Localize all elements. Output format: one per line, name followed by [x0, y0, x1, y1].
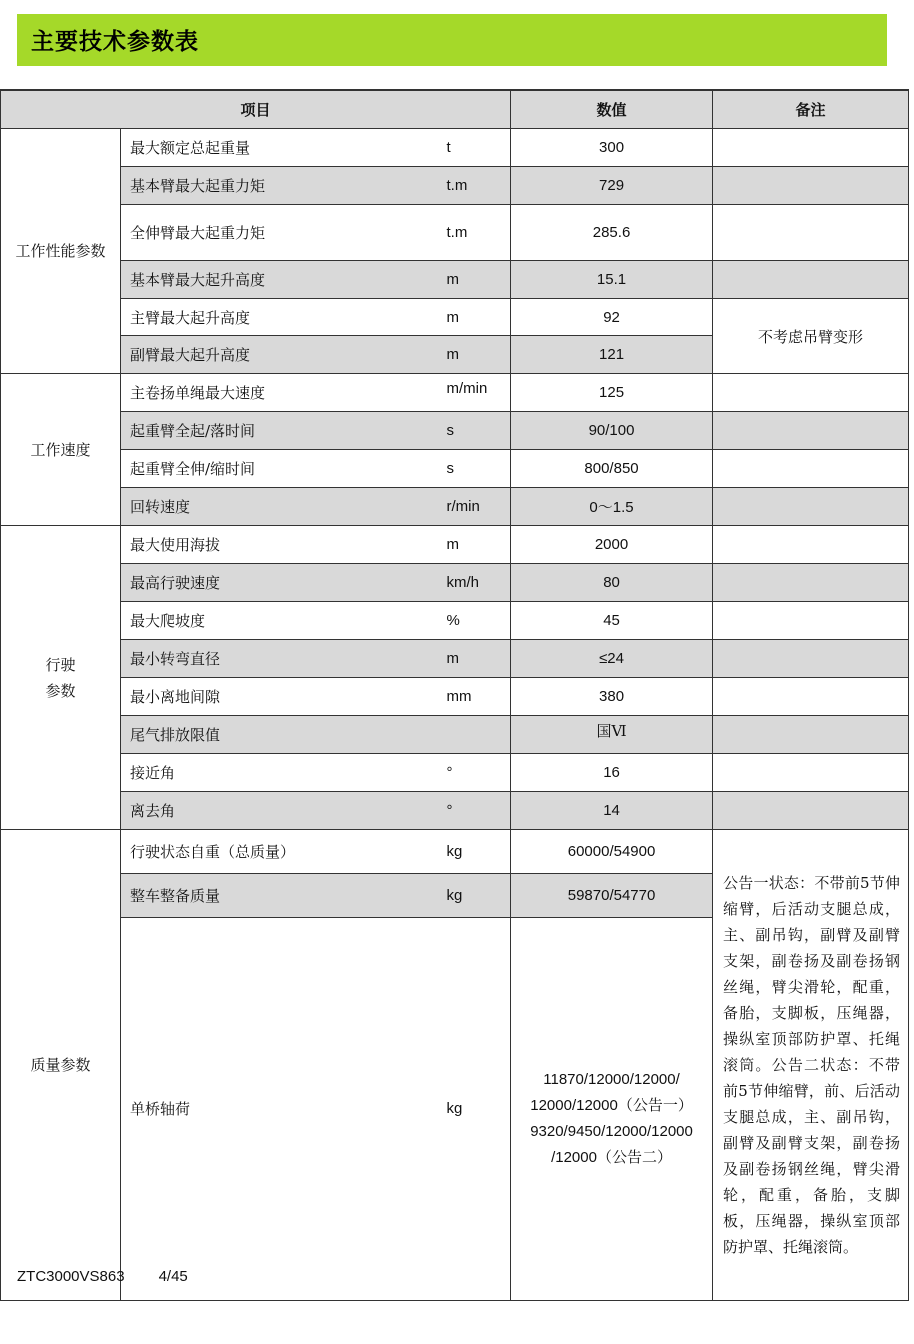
- row-unit: kg: [441, 917, 511, 1300]
- spec-table: [0, 89, 909, 1301]
- row-unit: m: [441, 261, 511, 299]
- row-note: [713, 129, 909, 167]
- table-row: [1, 526, 909, 564]
- row-value: 14: [511, 792, 713, 830]
- page-title: 主要技术参数表: [31, 29, 199, 55]
- row-name: 尾气排放限值: [121, 716, 441, 754]
- table-row: [1, 716, 909, 754]
- row-note: [713, 602, 909, 640]
- row-value: 2000: [511, 526, 713, 564]
- row-unit: [441, 716, 511, 754]
- table-row: [1, 792, 909, 830]
- footer-page-number: 4/45: [158, 1268, 188, 1285]
- row-name: 基本臂最大起升高度: [121, 261, 441, 299]
- category-line: 行驶: [45, 655, 76, 674]
- row-note: [713, 450, 909, 488]
- row-name: 行驶状态自重（总质量）: [121, 830, 441, 874]
- row-unit: mm: [441, 678, 511, 716]
- row-note: [713, 261, 909, 299]
- row-value: 45: [511, 602, 713, 640]
- row-unit: kg: [441, 873, 511, 917]
- row-name: 最大额定总起重量: [121, 129, 441, 167]
- table-row: [1, 678, 909, 716]
- row-name: 整车整备质量: [121, 873, 441, 917]
- row-unit: °: [441, 792, 511, 830]
- row-unit: °: [441, 754, 511, 792]
- row-note: [713, 374, 909, 412]
- row-value: 16: [511, 754, 713, 792]
- row-value: 90/100: [511, 412, 713, 450]
- row-note: [713, 412, 909, 450]
- row-value: 729: [511, 167, 713, 205]
- row-name: 最大使用海拔: [121, 526, 441, 564]
- row-value: 国Ⅵ: [511, 716, 713, 754]
- row-unit: %: [441, 602, 511, 640]
- row-name: 基本臂最大起重力矩: [121, 167, 441, 205]
- row-value: 59870/54770: [511, 873, 713, 917]
- row-unit: km/h: [441, 564, 511, 602]
- row-note: [713, 488, 909, 526]
- table-row: [1, 602, 909, 640]
- row-name: 离去角: [121, 792, 441, 830]
- row-unit: m: [441, 336, 511, 374]
- row-name: 回转速度: [121, 488, 441, 526]
- row-name: 最小离地间隙: [121, 678, 441, 716]
- row-unit: t: [441, 129, 511, 167]
- table-header-row: [1, 90, 909, 129]
- axle-load-line: 12000/12000（公告一）: [530, 1096, 693, 1114]
- row-value: ≤24: [511, 640, 713, 678]
- row-unit: m: [441, 640, 511, 678]
- row-value: 92: [511, 299, 713, 336]
- row-value: 0～1.5: [511, 488, 713, 526]
- row-unit: t.m: [441, 167, 511, 205]
- row-note: [713, 792, 909, 830]
- header-item: 项目: [1, 90, 511, 129]
- row-name: 最高行驶速度: [121, 564, 441, 602]
- table-row: [1, 564, 909, 602]
- row-note-merged: 不考虑吊臂变形: [713, 299, 909, 374]
- axle-load-line: 9320/9450/12000/12000: [530, 1122, 693, 1140]
- category-mass-params: 质量参数: [1, 830, 121, 1301]
- table-row: [1, 754, 909, 792]
- row-note: [713, 167, 909, 205]
- row-note: [713, 678, 909, 716]
- row-name: 单桥轴荷: [121, 917, 441, 1300]
- row-name: 起重臂全伸/缩时间: [121, 450, 441, 488]
- axle-load-line: 11870/12000/12000/: [543, 1070, 680, 1088]
- mass-note: 公告一状态：不带前5节伸缩臂，后活动支腿总成，主、副吊钩，副臂及副臂支架，副卷扬及副卷扬钢丝绳，臂尖滑轮，配重，备胎，支脚板，压绳器，操纵室顶部防护罩、托绳滚筒。公告二状态：不带前5节伸缩臂，前、后活动支腿总成，主、副吊钩，副臂及副臂支架，副卷扬及副卷扬钢丝绳，臂尖滑轮，配重，备胎，支脚板，压绳器，操纵室顶部防护罩、托绳滚筒。: [713, 830, 909, 1301]
- table-row: [1, 167, 909, 205]
- row-note: [713, 564, 909, 602]
- row-name: 副臂最大起升高度: [121, 336, 441, 374]
- row-unit: m: [441, 526, 511, 564]
- axle-load-line: /12000（公告二）: [551, 1148, 672, 1166]
- table-row: [1, 129, 909, 167]
- row-note: [713, 526, 909, 564]
- header-note: 备注: [713, 90, 909, 129]
- row-value: 300: [511, 129, 713, 167]
- row-value: 380: [511, 678, 713, 716]
- row-value: 121: [511, 336, 713, 374]
- category-work-speed: 工作速度: [1, 374, 121, 526]
- table-row: [1, 374, 909, 412]
- table-row: [1, 412, 909, 450]
- table-row: [1, 299, 909, 336]
- row-unit: kg: [441, 830, 511, 874]
- table-row: [1, 261, 909, 299]
- row-unit: s: [441, 412, 511, 450]
- page-footer: [17, 1268, 188, 1285]
- row-unit: m/min: [441, 374, 511, 412]
- header-value: 数值: [511, 90, 713, 129]
- row-note: [713, 205, 909, 261]
- footer-model: ZTC3000VS863: [17, 1268, 125, 1285]
- category-line: 参数: [45, 681, 76, 700]
- row-name: 主卷扬单绳最大速度: [121, 374, 441, 412]
- table-row: [1, 488, 909, 526]
- row-value: 15.1: [511, 261, 713, 299]
- row-unit: t.m: [441, 205, 511, 261]
- row-note: [713, 754, 909, 792]
- row-unit: s: [441, 450, 511, 488]
- row-name: 主臂最大起升高度: [121, 299, 441, 336]
- row-unit: m: [441, 299, 511, 336]
- table-row: [1, 830, 909, 874]
- row-unit: r/min: [441, 488, 511, 526]
- row-value: 125: [511, 374, 713, 412]
- category-driving-params: [1, 526, 121, 830]
- table-row: [1, 450, 909, 488]
- row-value: 60000/54900: [511, 830, 713, 874]
- row-name: 最小转弯直径: [121, 640, 441, 678]
- section-banner: [17, 14, 887, 66]
- row-name: 最大爬坡度: [121, 602, 441, 640]
- row-note: [713, 640, 909, 678]
- row-name: 接近角: [121, 754, 441, 792]
- table-row: [1, 205, 909, 261]
- row-note: [713, 716, 909, 754]
- row-value: 800/850: [511, 450, 713, 488]
- row-name: 全伸臂最大起重力矩: [121, 205, 441, 261]
- table-row: [1, 640, 909, 678]
- category-work-performance: 工作性能参数: [1, 129, 121, 374]
- row-value: [511, 917, 713, 1300]
- row-name: 起重臂全起/落时间: [121, 412, 441, 450]
- row-value: 80: [511, 564, 713, 602]
- row-value: 285.6: [511, 205, 713, 261]
